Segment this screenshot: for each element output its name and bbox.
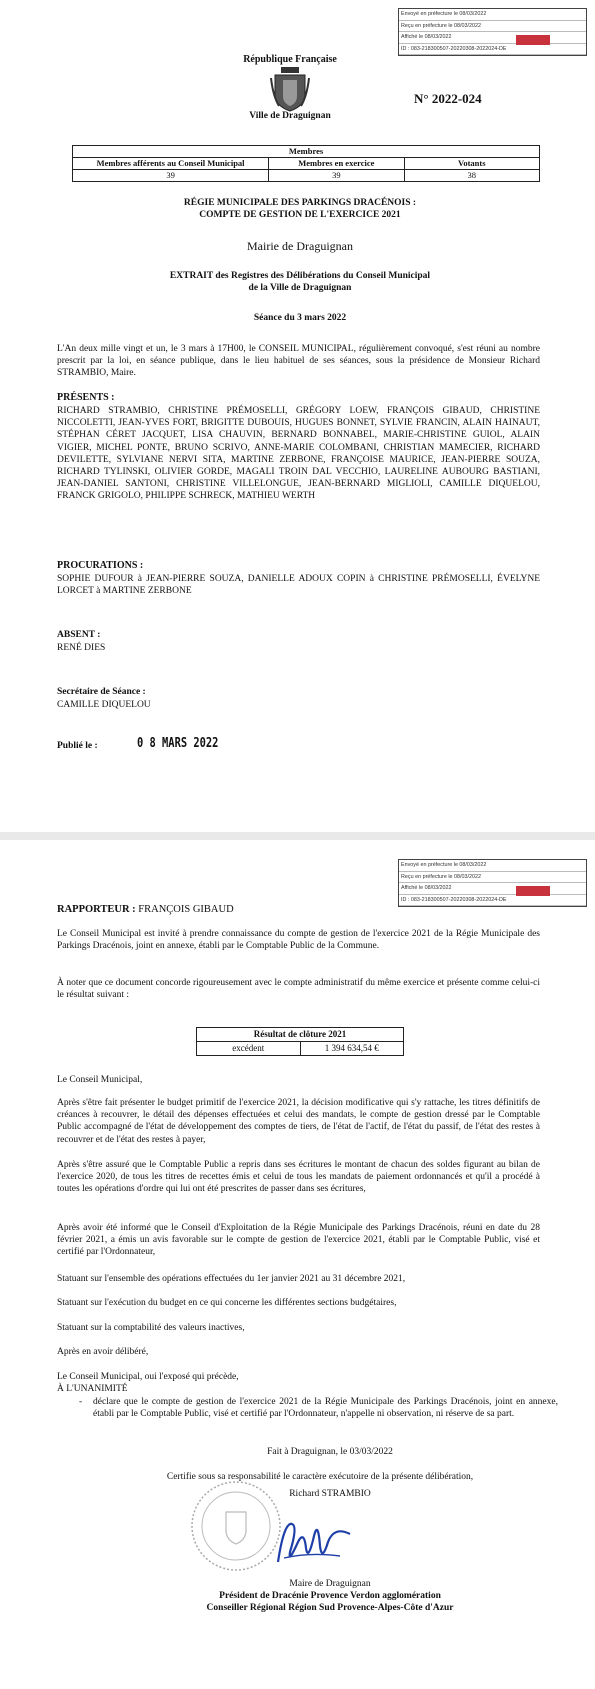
mairie-label: Mairie de Draguignan	[247, 239, 353, 253]
rapporteur-label: RAPPORTEUR :	[57, 904, 136, 915]
presents-list: RICHARD STRAMBIO, CHRISTINE PRÉMOSELLI, GRÉGORY LOEW, FRANÇOIS GIBAUD, CHRISTINE NICCOLETTI, JEAN-YVES FORT, BRIGITTE DUBOUIS, HUGUES BONNET, SYLVIE FRANCIN, ALAIN HAINAUT, STÉPHAN CÉRET JACQUET, LISA CHAUVIN, BERNARD BONNABEL, MARIE-CHRISTINE GUIOL, ALAIN VIGIER, MICHEL PONTE, BRUNO SCRIVO, ANNE-MARIE COLOMBANI, CHRISTIAN MAMECIER, RICHARD DEVILETTE, SYLVIANE NERVI SITA, MARTINE ZERBONE, FRANÇOISE MAURICE, JEAN-PIERRE SOUZA, RICHARD TYLINSKI, OLIVIER GORDE, MAGALI TROIN DAL VECCHIO, LAURELINE AUBOURG BASTIANI, JEAN-DANIEL SANTONI, CHRISTINE VILLELONGUE, JEAN-BERNARD MIGLIOLI, CAMILLE DIQUELOU, FRANCK GRIGOLO, PHILIPPE SCHRECK, MATHIEU WERTH	[57, 406, 540, 502]
seance-date: Séance du 3 mars 2022	[253, 313, 347, 323]
fait-line: Fait à Draguignan, le 03/03/2022	[267, 1447, 393, 1457]
page-1	[0, 0, 595, 832]
p2-paragraph: Statuant sur l'ensemble des opérations effectuées du 1er janvier 2021 au 31 décembre 2021,	[57, 1274, 406, 1284]
members-header: Votants	[404, 158, 539, 170]
members-value: 38	[404, 170, 539, 182]
signature-icon	[270, 1512, 360, 1572]
procurations-list: SOPHIE DUFOUR à JEAN-PIERRE SOUZA, DANIELLE ADOUX COPIN à CHRISTINE PRÉMOSELLI, ÉVELYNE LORCET à MARTINE ZERBONE	[57, 574, 540, 597]
republic-label: République Française	[243, 54, 337, 65]
document-title-line2: COMPTE DE GESTION DE L'EXERCICE 2021	[199, 210, 401, 220]
result-table-title: Résultat de clôture 2021	[197, 1028, 404, 1042]
p2-paragraph: Après en avoir délibéré,	[57, 1347, 149, 1357]
publie-label: Publié le :	[57, 741, 98, 751]
secretaire-label: Secrétaire de Séance :	[57, 687, 146, 697]
members-header: Membres en exercice	[269, 158, 404, 170]
town-label: Ville de Draguignan	[249, 111, 331, 121]
stamp-line: Affiché le 08/03/2022	[399, 32, 586, 44]
members-value: 39	[73, 170, 269, 182]
extrait-line2: de la Ville de Draguignan	[248, 283, 352, 293]
secretaire-name: CAMILLE DIQUELOU	[57, 700, 151, 710]
conseil-label: Le Conseil Municipal,	[57, 1075, 143, 1085]
certifie-line: Certifie sous sa responsabilité le caractère exécutoire de la présente délibération,	[166, 1472, 474, 1482]
signatory-title: Maire de Draguignan	[289, 1579, 371, 1589]
document-title-line1: RÉGIE MUNICIPALE DES PARKINGS DRACÉNOIS :	[183, 198, 417, 208]
coat-of-arms-icon	[269, 66, 311, 112]
berger-levrault-logo	[516, 886, 550, 896]
prefecture-stamp	[398, 8, 587, 56]
intro-paragraph: L'An deux mille vingt et un, le 3 mars à 17H00, le CONSEIL MUNICIPAL, régulièrement convoqué, s'est réuni au nombre prescrit par la loi, en séance publique, dans le lieu habituel de ses séances, sous la présidence de Monsieur Richard STRAMBIO, Maire.	[57, 344, 540, 379]
p2-paragraph: Après s'être assuré que le Comptable Public a repris dans ses écritures le montant de chacun des soldes figurant au bilan de l'exercice 2020, de tous les titres de recettes émis et celui de tous les mandats de paiement ordonnancés et qu'il a procédé à toutes les opérations d'ordre qui lui ont été prescrites de passer dans ses écritures,	[57, 1160, 540, 1195]
members-value: 39	[269, 170, 404, 182]
signatory-name: Richard STRAMBIO	[289, 1489, 371, 1499]
stamp-line: Envoyé en préfecture le 08/03/2022	[399, 9, 586, 21]
p2-paragraph: Le Conseil Municipal est invité à prendre connaissance du compte de gestion de l'exercice 2021 de la Régie Municipale des Parkings Dracénois, joint en annexe, établi par le Comptable Public de la Commune.	[57, 929, 540, 952]
p2-paragraph: Statuant sur l'exécution du budget en ce qui concerne les différentes sections budgétaires,	[57, 1298, 397, 1308]
members-table-title: Membres	[73, 146, 540, 158]
p2-paragraph: Statuant sur la comptabilité des valeurs inactives,	[57, 1323, 245, 1333]
stamp-line: Reçu en préfecture le 08/03/2022	[399, 21, 586, 33]
p2-paragraph: Le Conseil Municipal, oui l'exposé qui précède,	[57, 1372, 239, 1382]
p2-paragraph: À noter que ce document concorde rigoureusement avec le compte administratif du même exercice et présente comme celui-ci le résultat suivant :	[57, 978, 540, 1001]
members-header: Membres afférents au Conseil Municipal	[73, 158, 269, 170]
members-table	[72, 145, 540, 182]
absent-name: RENÉ DIES	[57, 643, 106, 653]
rapporteur-name: FRANÇOIS GIBAUD	[135, 904, 234, 915]
stamp-line: ID : 083-218300507-20220308-2022024-DE	[399, 895, 586, 907]
stamp-line: Reçu en préfecture le 08/03/2022	[399, 872, 586, 884]
decision-list	[75, 1396, 558, 1420]
result-table	[196, 1027, 404, 1056]
signatory-title: Conseiller Régional Région Sud Provence-Alpes-Côte d'Azur	[206, 1603, 454, 1613]
extrait-line1: EXTRAIT des Registres des Délibérations du Conseil Municipal	[169, 271, 431, 281]
p2-paragraph: Après s'être fait présenter le budget primitif de l'exercice 2021, la décision modificative qui s'y rattache, les titres définitifs de créances à recouvrer, le détail des dépenses effectuées et celui des mandats, le compte de gestion dressé par le Comptable Public accompagné de l'état de développement des comptes de tiers, de l'état de l'actif, de l'état du passif, de l'état des restes à recouvrer et de l'état des restes à payer,	[57, 1098, 540, 1145]
publie-date-stamp: 0 8 MARS 2022	[137, 736, 219, 751]
stamp-line: Envoyé en préfecture le 08/03/2022	[399, 860, 586, 872]
presents-label: PRÉSENTS :	[57, 392, 115, 403]
berger-levrault-logo	[516, 35, 550, 45]
stamp-line: Affiché le 08/03/2022	[399, 883, 586, 895]
signatory-title: Président de Dracénie Provence Verdon agglomération	[219, 1591, 441, 1601]
result-label: excédent	[197, 1042, 301, 1056]
procurations-label: PROCURATIONS :	[57, 560, 144, 571]
unanimite-label: À L'UNANIMITÉ	[57, 1384, 128, 1394]
absent-label: ABSENT :	[57, 630, 101, 640]
deliberation-number: N° 2022-024	[414, 91, 482, 106]
decision-item: - déclare que le compte de gestion de l'exercice 2021 de la Régie Municipale des Parkings Dracénois, joint en annexe, établi par le Comptable Public, visé et certifié par l'Ordonnateur, n'appelle ni observation, ni réserve de sa part.	[93, 1396, 558, 1420]
stamp-line: ID : 083-218300507-20220308-2022024-DE	[399, 44, 586, 56]
rapporteur	[57, 904, 234, 916]
p2-paragraph: Après avoir été informé que le Conseil d'Exploitation de la Régie Municipale des Parkings Dracénois, réuni en date du 28 février 2021, a émis un avis favorable sur le compte de gestion de l'exercice 2021, établi par le Comptable Public, visé et certifié par l'Ordonnateur,	[57, 1223, 540, 1258]
result-value: 1 394 634,54 €	[300, 1042, 404, 1056]
prefecture-stamp	[398, 859, 587, 907]
